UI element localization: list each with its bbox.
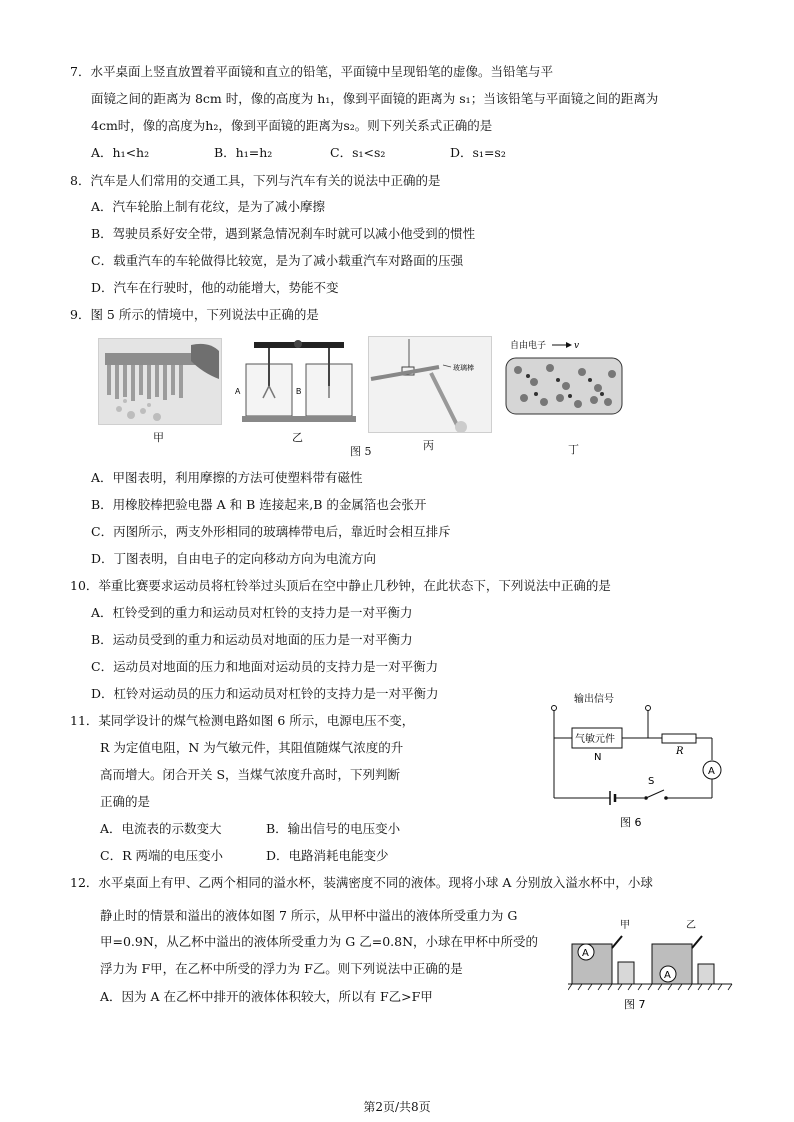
figure5-label-bing: 丙: [423, 439, 434, 452]
q12-line2: 静止时的情景和溢出的液体如图 7 所示，从甲杯中溢出的液体所受重力为 G: [100, 908, 518, 923]
q7-line1: 7．水平桌面上竖直放置着平面镜和直立的铅笔，平面镜中呈现铅笔的虚像。当铅笔与平: [70, 64, 553, 79]
q11-line1: 11．某同学设计的煤气检测电路如图 6 所示，电源电压不变，: [70, 713, 415, 728]
q10-option-c: C．运动员对地面的压力和地面对运动员的支持力是一对平衡力: [91, 659, 439, 674]
free-electron-label: 自由电子: [510, 341, 547, 351]
q8-option-c: C．载重汽车的车轮做得比较宽，是为了减小载重汽车对路面的压强: [91, 253, 464, 268]
gas-element-label: 气敏元件: [575, 734, 615, 745]
q7-option-d: D．s₁=s₂: [450, 145, 506, 160]
page-footer: 第2页/共8页: [363, 1100, 431, 1114]
figure5-glass-rods: [368, 336, 492, 433]
q7-line3: 4cm时，像的高度为h₂，像到平面镜的距离为s₂。则下列关系式正确的是: [91, 118, 493, 133]
q9-stem: 9．图 5 所示的情境中，下列说法中正确的是: [70, 307, 319, 322]
q8-option-b: B．驾驶员系好安全带，遇到紧急情况刹车时就可以减小他受到的惯性: [91, 226, 476, 241]
q8-option-a: A．汽车轮胎上制有花纹，是为了减小摩擦: [91, 199, 326, 214]
figure5-label-yi: 乙: [292, 431, 303, 444]
resistor-r-label: R: [676, 746, 684, 757]
q10-option-a: A．杠铃受到的重力和运动员对杠铃的支持力是一对平衡力: [91, 605, 413, 620]
ball-a-jia: A: [582, 948, 589, 959]
electroscope-a-label: A: [235, 387, 241, 396]
q7-line2: 面镜之间的距离为 8cm 时，像的高度为 h₁，像到平面镜的距离为 s₁；当该铅笔与平面镜之间的距离为: [91, 91, 659, 106]
q7-option-b: B．h₁=h₂: [214, 145, 273, 160]
q12-line3: 甲=0.9N，从乙杯中溢出的液体所受重力为 G 乙=0.8N，小球在甲杯中所受的: [100, 934, 539, 949]
q9-option-c: C．丙图所示，两支外形相同的玻璃棒带电后，靠近时会相互排斥: [91, 524, 451, 539]
q11-option-c: C．R 两端的电压变小: [100, 848, 223, 863]
q12-option-a: A．因为 A 在乙杯中排开的液体体积较大，所以有 F乙>F甲: [100, 989, 433, 1004]
figure6-circuit: [540, 688, 730, 836]
switch-s-label: S: [648, 776, 655, 787]
electroscope-b-label: B: [296, 387, 302, 396]
figure7-caption: 图 7: [624, 998, 646, 1011]
q9-option-a: A．甲图表明，利用摩擦的方法可使塑料带有磁性: [91, 470, 363, 485]
q11-option-b: B．输出信号的电压变小: [266, 821, 401, 836]
q12-line4: 浮力为 F甲，在乙杯中所受的浮力为 F乙。则下列说法中正确的是: [100, 961, 463, 976]
q11-line4: 正确的是: [100, 794, 151, 809]
q11-line2: R 为定值电阻，N 为气敏元件，其阻值随煤气浓度的升: [100, 740, 404, 755]
q11-option-d: D．电路消耗电能变少: [266, 848, 389, 863]
cup-jia-label: 甲: [620, 920, 630, 931]
figure7-overflow-cups: [568, 918, 736, 1014]
figure5-electroscopes: [232, 336, 364, 426]
figure5-electron-flow: [500, 336, 628, 428]
ball-a-yi: A: [664, 970, 671, 981]
figure5-caption: 图 5: [350, 445, 372, 458]
velocity-label: v: [574, 341, 580, 351]
n-label: N: [594, 752, 602, 763]
figure5-label-ding: 丁: [568, 443, 579, 456]
q11-option-a: A．电流表的示数变大: [100, 821, 222, 836]
q7-option-c: C．s₁<s₂: [330, 145, 386, 160]
q9-option-d: D．丁图表明，自由电子的定向移动方向为电流方向: [91, 551, 377, 566]
q8-option-d: D．汽车在行驶时，他的动能增大，势能不变: [91, 280, 339, 295]
output-signal-label: 输出信号: [574, 694, 614, 705]
figure5-label-jia: 甲: [153, 431, 164, 444]
q10-stem: 10．举重比赛要求运动员将杠铃举过头顶后在空中静止几秒钟，在此状态下，下列说法中正确的是: [70, 578, 611, 593]
figure5-comb-photo: [98, 338, 222, 425]
q11-line3: 高而增大。闭合开关 S，当煤气浓度升高时，下列判断: [100, 767, 401, 782]
q10-option-b: B．运动员受到的重力和运动员对地面的压力是一对平衡力: [91, 632, 413, 647]
q10-option-d: D．杠铃对运动员的压力和运动员对杠铃的支持力是一对平衡力: [91, 686, 439, 701]
q12-line1: 12．水平桌面上有甲、乙两个相同的溢水杯，装满密度不同的液体。现将小球 A 分别放入溢水杯中，小球: [70, 875, 653, 890]
glass-rod-label: 玻璃棒: [453, 364, 474, 372]
q7-option-a: A．h₁<h₂: [91, 145, 150, 160]
q8-stem: 8．汽车是人们常用的交通工具，下列与汽车有关的说法中正确的是: [70, 173, 441, 188]
q9-option-b: B．用橡胶棒把验电器 A 和 B 连接起来,B 的金属箔也会张开: [91, 497, 427, 512]
cup-yi-label: 乙: [686, 920, 696, 931]
figure6-caption: 图 6: [620, 816, 642, 829]
ammeter-label: A: [708, 766, 715, 777]
